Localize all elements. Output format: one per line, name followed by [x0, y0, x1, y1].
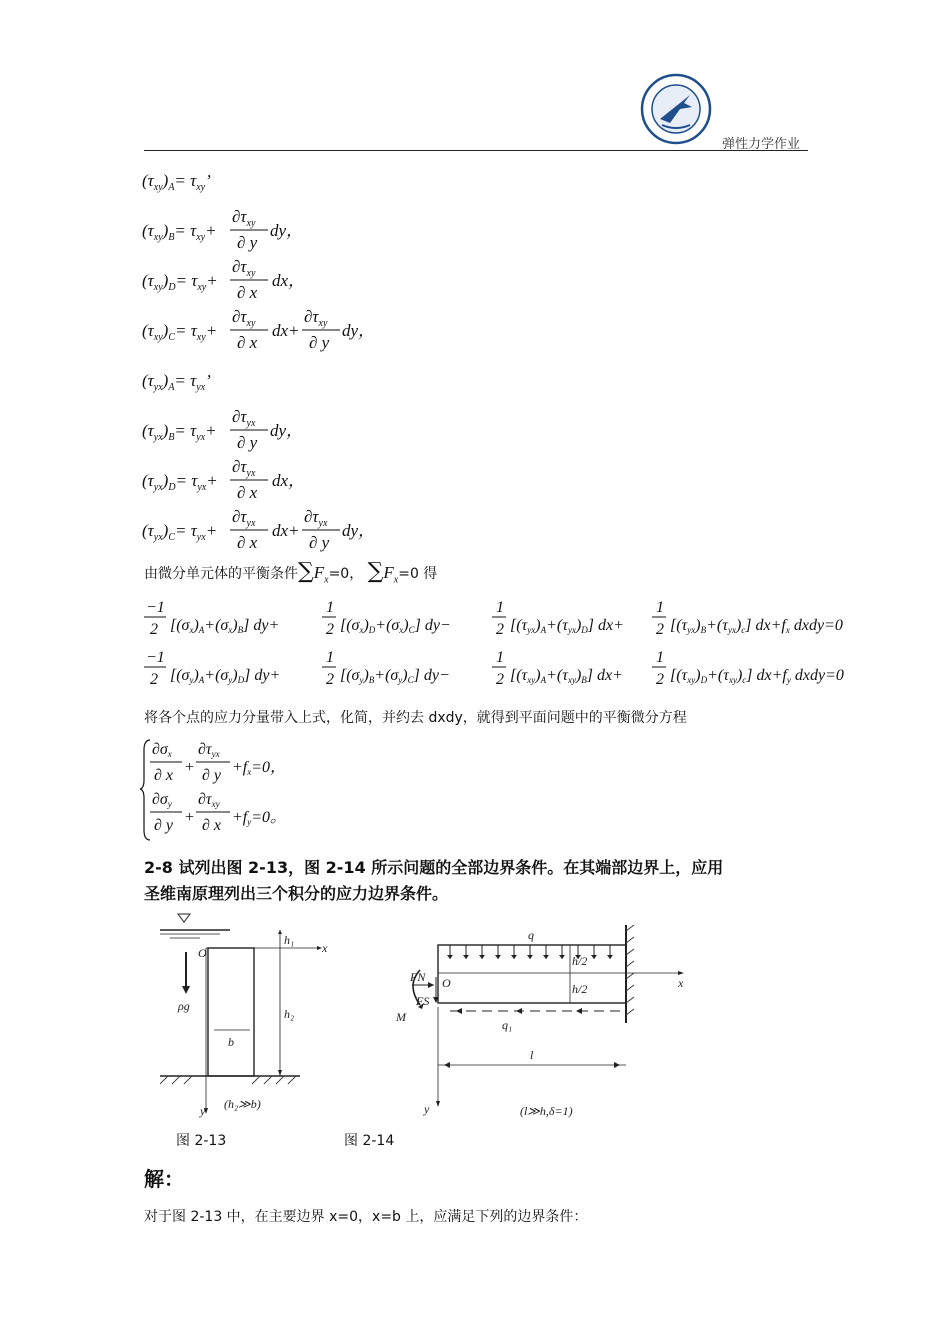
svg-text:dx+: dx+	[272, 521, 300, 540]
solution-text: 对于图 2-13 中，在主要边界 x=0，x=b 上，应满足下列的边界条件：	[144, 1209, 588, 1225]
svg-text:dy，: dy，	[270, 421, 304, 440]
fig14-label-h-half-bottom: h/2	[572, 982, 588, 996]
eq-tauxy-C: $(\tau_{xy})_C= \tau_{xy}+$	[142, 321, 218, 343]
fig13-label-x: x	[322, 941, 328, 955]
svg-text:dx，: dx，	[272, 271, 306, 290]
svg-text:1: 1	[656, 600, 664, 616]
svg-text:∂τxy: ∂τxy	[198, 791, 220, 809]
svg-text:2: 2	[150, 671, 158, 688]
fig14-label-l: l	[530, 1048, 534, 1062]
svg-text:∂ y: ∂ y	[202, 767, 222, 784]
fig13-label-h1: h₁	[284, 933, 295, 947]
svg-text:[(σx)A+(σx)B] dy+: [(σx)A+(σx)B] dy+	[170, 617, 280, 635]
fig13-label-b: b	[228, 1035, 234, 1049]
svg-text:dy，: dy，	[342, 321, 376, 340]
svg-text:∂τyx: ∂τyx	[198, 741, 220, 759]
equilibrium-differential-equations	[140, 736, 360, 846]
svg-text:[(σy)A+(σy)D] dy+: [(σy)A+(σy)D] dy+	[170, 667, 281, 685]
svg-text:∂ x: ∂ x	[237, 333, 258, 352]
svg-text:2: 2	[656, 671, 664, 688]
fig14-label-M: M	[396, 1010, 406, 1024]
eq-tauxy-A: $(\tau_{xy})_A= \tau_{xy}$’	[142, 171, 211, 193]
svg-text:∂ x: ∂ x	[237, 283, 258, 302]
svg-text:1: 1	[496, 649, 504, 666]
header-title: 弹性力学作业	[722, 137, 801, 152]
svg-text:[(σy)B+(σy)C] dy−: [(σy)B+(σy)C] dy−	[340, 667, 450, 685]
figure-2-14-caption: 图 2-14	[344, 1133, 395, 1149]
svg-text:[(τxy)D+(τxy)c] dx+fy dxdy=0: [(τxy)D+(τxy)c] dx+fy dxdy=0	[670, 667, 844, 685]
svg-text:2: 2	[326, 621, 334, 638]
svg-text:∂τyx: $\partial\tau_{yx}$	[232, 407, 256, 429]
svg-text:∂ x: ∂ x	[237, 533, 258, 552]
svg-text:∂ y: ∂ y	[309, 533, 330, 552]
eq-tauyx-C: $(\tau_{yx})_C= \tau_{yx}+$	[142, 521, 218, 543]
eq-tauyx-B: $(\tau_{yx})_B= \tau_{yx}+$	[142, 421, 217, 443]
fig14-label-cond: (l≫h,δ=1)	[520, 1104, 573, 1118]
eq-tauyx-D: $(\tau_{yx})_D= \tau_{yx}+$	[142, 471, 218, 493]
svg-text:∂ y: ∂ y	[237, 233, 258, 252]
substitute-text: 将各个点的应力分量带入上式，化简，并约去 dxdy，就得到平面问题中的平衡微分方程	[144, 710, 687, 726]
university-logo-icon	[640, 73, 712, 145]
balance-condition-line: 由微分单元体的平衡条件$\sum F_x=0$， $\sum F_x=0$ 得	[144, 559, 438, 586]
svg-text:[(τxy)A+(τxy)B] dx+: [(τxy)A+(τxy)B] dx+	[510, 667, 623, 685]
svg-text:∂τyx: $\partial\tau_{yx}$	[232, 457, 256, 479]
fig14-label-h-half-top: h/2	[572, 954, 588, 968]
fig13-label-rho-g: ρg	[178, 999, 190, 1013]
eq-tauyx-A: $(\tau_{yx})_A= \tau_{yx}$’	[142, 371, 211, 393]
svg-text:2: 2	[496, 671, 504, 688]
svg-text:+: +	[184, 809, 195, 826]
svg-text:∂τxy: $\partial\tau_{xy}$	[304, 307, 328, 329]
eq-tauxy-D: $(\tau_{xy})_D= \tau_{xy}+$	[142, 271, 218, 293]
svg-text:dy，: dy，	[342, 521, 376, 540]
svg-text:dx+: dx+	[272, 321, 300, 340]
eq-tauxy-B: $(\tau_{xy})_B= \tau_{xy}+$	[142, 221, 217, 243]
solution-heading: 解：	[144, 1167, 184, 1191]
svg-text:−1: −1	[146, 600, 165, 616]
figure-2-13	[160, 910, 330, 1120]
header-divider	[144, 150, 808, 151]
svg-text:2: 2	[656, 621, 664, 638]
shear-stress-equations	[140, 160, 560, 560]
svg-text:∂ y: ∂ y	[237, 433, 258, 452]
fig14-label-y: y	[424, 1102, 430, 1116]
fig14-label-FS: FS	[416, 994, 430, 1008]
svg-text:∂ x: ∂ x	[154, 767, 174, 784]
svg-text:[(τyx)A+(τyx)D] dx+: [(τyx)A+(τyx)D] dx+	[510, 617, 624, 635]
svg-text:∂τyx: $\partial\tau_{yx}$	[304, 507, 328, 529]
svg-text:2: 2	[150, 621, 158, 638]
svg-text:∂ y: ∂ y	[154, 817, 174, 834]
svg-text:1: 1	[326, 649, 334, 666]
svg-text:∂ x: ∂ x	[202, 817, 222, 834]
figure-2-13-caption: 图 2-13	[176, 1133, 227, 1149]
svg-text:1: 1	[656, 649, 664, 666]
svg-text:+fy=0。: +fy=0。	[232, 809, 287, 827]
svg-text:∂ y: ∂ y	[309, 333, 330, 352]
fig14-label-FN: FN	[410, 970, 426, 984]
fig14-label-q1: q₁	[502, 1018, 513, 1032]
svg-text:2: 2	[496, 621, 504, 638]
svg-text:dy，: dy，	[270, 221, 304, 240]
fig13-label-O: O	[198, 946, 207, 960]
svg-text:∂τyx: $\partial\tau_{yx}$	[232, 507, 256, 529]
svg-text:∂τxy: $\partial\tau_{xy}$	[232, 207, 256, 229]
equilibrium-sum-equations	[140, 600, 900, 705]
svg-text:2: 2	[326, 671, 334, 688]
svg-text:∂σy: ∂σy	[152, 791, 172, 809]
svg-text:−1: −1	[146, 649, 165, 666]
svg-text:[(τyx)B+(τyx)c] dx+fx dxdy=0: [(τyx)B+(τyx)c] dx+fx dxdy=0	[670, 617, 843, 635]
fig13-label-y: y	[200, 1104, 206, 1118]
problem-statement-line1: 2-8 试列出图 2-13，图 2-14 所示问题的全部边界条件。在其端部边界上，应用	[144, 858, 724, 877]
svg-text:∂τxy: $\partial\tau_{xy}$	[232, 307, 256, 329]
figure-2-14	[380, 925, 690, 1120]
fig13-label-h2: h₂	[284, 1007, 295, 1021]
fig14-label-O: O	[442, 976, 451, 990]
svg-text:∂ x: ∂ x	[237, 483, 258, 502]
svg-text:∂σx: ∂σx	[152, 741, 172, 759]
fig14-label-q: q	[528, 928, 534, 942]
svg-text:1: 1	[326, 600, 334, 616]
problem-statement-line2: 圣维南原理列出三个积分的应力边界条件。	[144, 884, 449, 903]
fig13-label-cond: (h₂≫b)	[224, 1097, 261, 1111]
fig14-label-x: x	[678, 976, 684, 990]
svg-text:dx，: dx，	[272, 471, 306, 490]
svg-text:∂τxy: $\partial\tau_{xy}$	[232, 257, 256, 279]
svg-text:+: +	[184, 759, 195, 776]
svg-text:+fx=0，: +fx=0，	[232, 759, 287, 777]
svg-text:[(σx)D+(σx)C] dy−: [(σx)D+(σx)C] dy−	[340, 617, 451, 635]
svg-text:1: 1	[496, 600, 504, 616]
